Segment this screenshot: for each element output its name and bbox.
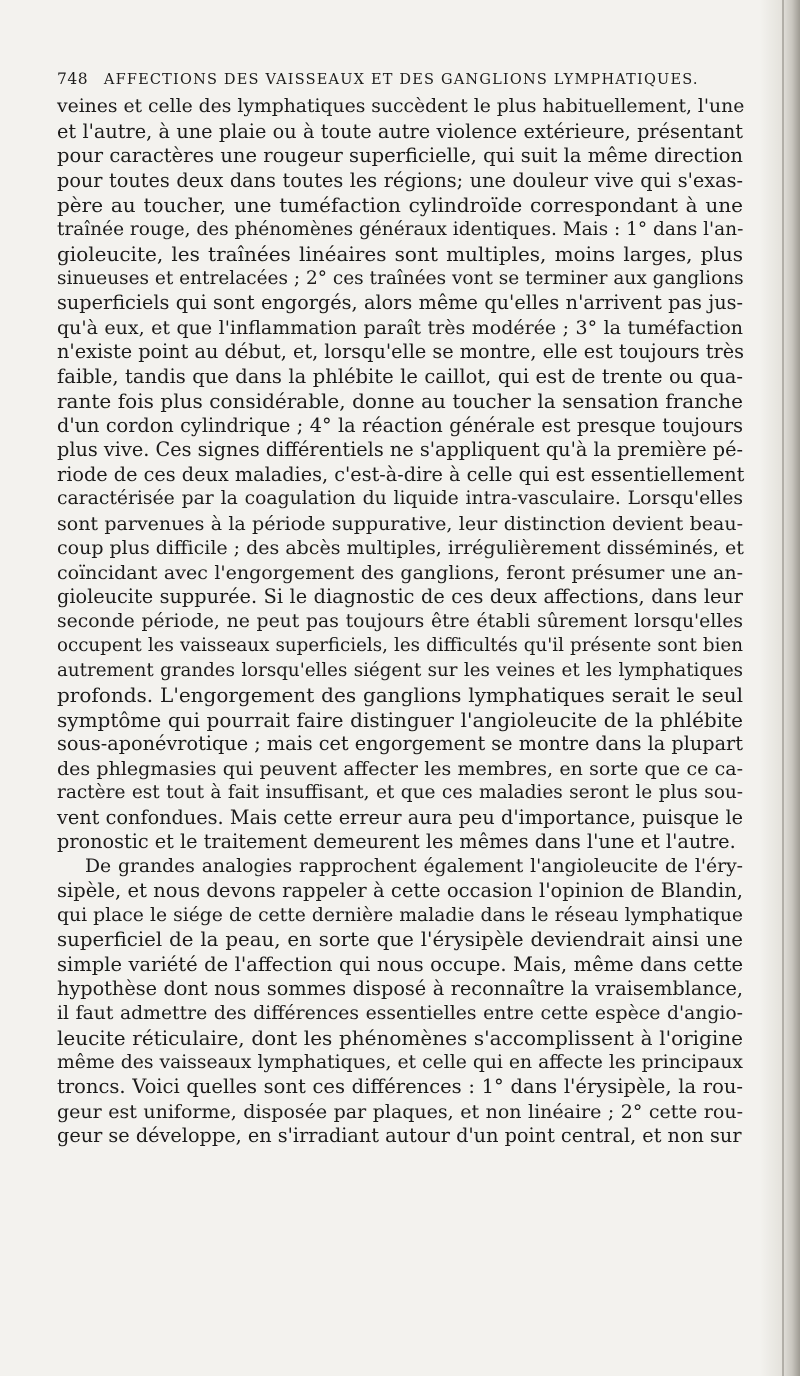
text-line: sinueuses et entrelacées ; 2° ces traînées vont se terminer aux ganglions <box>57 267 744 289</box>
page-number: 748 <box>57 70 89 88</box>
text-line: geur se développe, en s'irradiant autour d'un point central, et non sur <box>57 1124 742 1147</box>
text-line: profonds. L'engorgement des ganglions lymphatiques serait le seul <box>57 683 743 707</box>
text-line: geur est uniforme, disposée par plaques, et non linéaire ; 2° cette rou- <box>57 1100 743 1123</box>
text-line: rante fois plus considérable, donne au toucher la sensation franche <box>57 389 743 413</box>
text-line: occupent les vaisseaux superficiels, les difficultés qu'il présente sont bien <box>57 635 743 656</box>
text-line: père au toucher, une tuméfaction cylindroïde correspondant à une <box>57 193 743 217</box>
running-header <box>57 70 737 94</box>
page-edge-shadow <box>760 0 800 1376</box>
text-line: il faut admettre des différences essentielles entre cette espèce d'angio- <box>57 1002 743 1024</box>
text-line: De grandes analogies rapprochent également l'angioleucite de l'éry- <box>85 855 743 877</box>
text-line: pour toutes deux dans toutes les régions; une douleur vive qui s'exas- <box>57 168 743 192</box>
text-line: ractère est tout à fait insuffisant, et que ces maladies seront le plus sou- <box>57 782 743 803</box>
text-line: sont parvenues à la période suppurative, leur distinction devient beau- <box>57 512 743 535</box>
text-line: plus vive. Ces signes différentiels ne s'appliquent qu'à la première pé- <box>57 438 743 461</box>
text-line: n'existe point au début, et, lorsqu'elle se montre, elle est toujours très <box>57 340 744 363</box>
text-line: sipèle, et nous devons rappeler à cette occasion l'opinion de Blandin, <box>57 879 743 902</box>
binding-edge-line <box>782 0 784 1376</box>
text-line: traînée rouge, des phénomènes généraux identiques. Mais : 1° dans l'an- <box>57 218 744 240</box>
text-line: même des vaisseaux lymphatiques, et celle qui en affecte les principaux <box>57 1051 743 1073</box>
text-line: et l'autre, à une plaie ou à toute autre violence extérieure, présentant <box>57 119 743 143</box>
text-line: veines et celle des lymphatiques succèdent le plus habituellement, l'une <box>57 96 745 117</box>
text-line: pour caractères une rougeur superficielle, qui suit la même direction <box>57 144 743 167</box>
text-line: gioleucite suppurée. Si le diagnostic de ces deux affections, dans leur <box>57 585 743 608</box>
text-line: troncs. Voici quelles sont ces différences : 1° dans l'érysipèle, la rou- <box>57 1075 743 1098</box>
body-text <box>57 95 743 1149</box>
text-line: coup plus difficile ; des abcès multiples, irrégulièrement disséminés, et <box>57 537 744 559</box>
text-line: vent confondues. Mais cette erreur aura peu d'importance, puisque le <box>57 805 743 829</box>
text-line: superficiel de la peau, en sorte que l'érysipèle deviendrait ainsi une <box>57 928 743 951</box>
text-line: superficiels qui sont engorgés, alors même qu'elles n'arrivent pas jus- <box>57 291 743 314</box>
text-line: d'un cordon cylindrique ; 4° la réaction générale est presque toujours <box>57 413 743 437</box>
text-line: gioleucite, les traînées linéaires sont multiples, moins larges, plus <box>57 242 743 266</box>
text-line: caractérisée par la coagulation du liquide intra-vasculaire. Lorsqu'elles <box>57 488 743 509</box>
text-line: qui place le siége de cette dernière maladie dans le réseau lymphatique <box>57 904 743 926</box>
running-title: AFFECTIONS DES VAISSEAUX ET DES GANGLIONS LYMPHATIQUES. <box>103 72 699 88</box>
text-line: sous-aponévrotique ; mais cet engorgement se montre dans la plupart <box>57 732 743 755</box>
text-line: simple variété de l'affection qui nous occupe. Mais, même dans cette <box>57 952 743 976</box>
text-line: pronostic et le traitement demeurent les mêmes dans l'une et l'autre. <box>57 830 736 853</box>
text-line: des phlegmasies qui peuvent affecter les membres, en sorte que ce ca- <box>57 757 743 780</box>
text-line: autrement grandes lorsqu'elles siégent sur les veines et les lymphatiques <box>57 659 743 681</box>
text-line: leucite réticulaire, dont les phénomènes s'accomplissent à l'origine <box>57 1026 743 1050</box>
text-line: qu'à eux, et que l'inflammation paraît très modérée ; 3° la tuméfaction <box>57 316 743 339</box>
text-line: faible, tandis que dans la phlébite le caillot, qui est de trente ou qua- <box>57 364 743 388</box>
text-line: coïncidant avec l'engorgement des ganglions, feront présumer une an- <box>57 561 743 584</box>
text-line: seconde période, ne peut pas toujours être établi sûrement lorsqu'elles <box>57 610 743 632</box>
text-line: symptôme qui pourrait faire distinguer l'angioleucite de la phlébite <box>57 707 743 732</box>
text-line: riode de ces deux maladies, c'est-à-dire à celle qui est essentiellement <box>57 462 745 486</box>
text-line: hypothèse dont nous sommes disposé à reconnaître la vraisemblance, <box>57 977 743 1000</box>
